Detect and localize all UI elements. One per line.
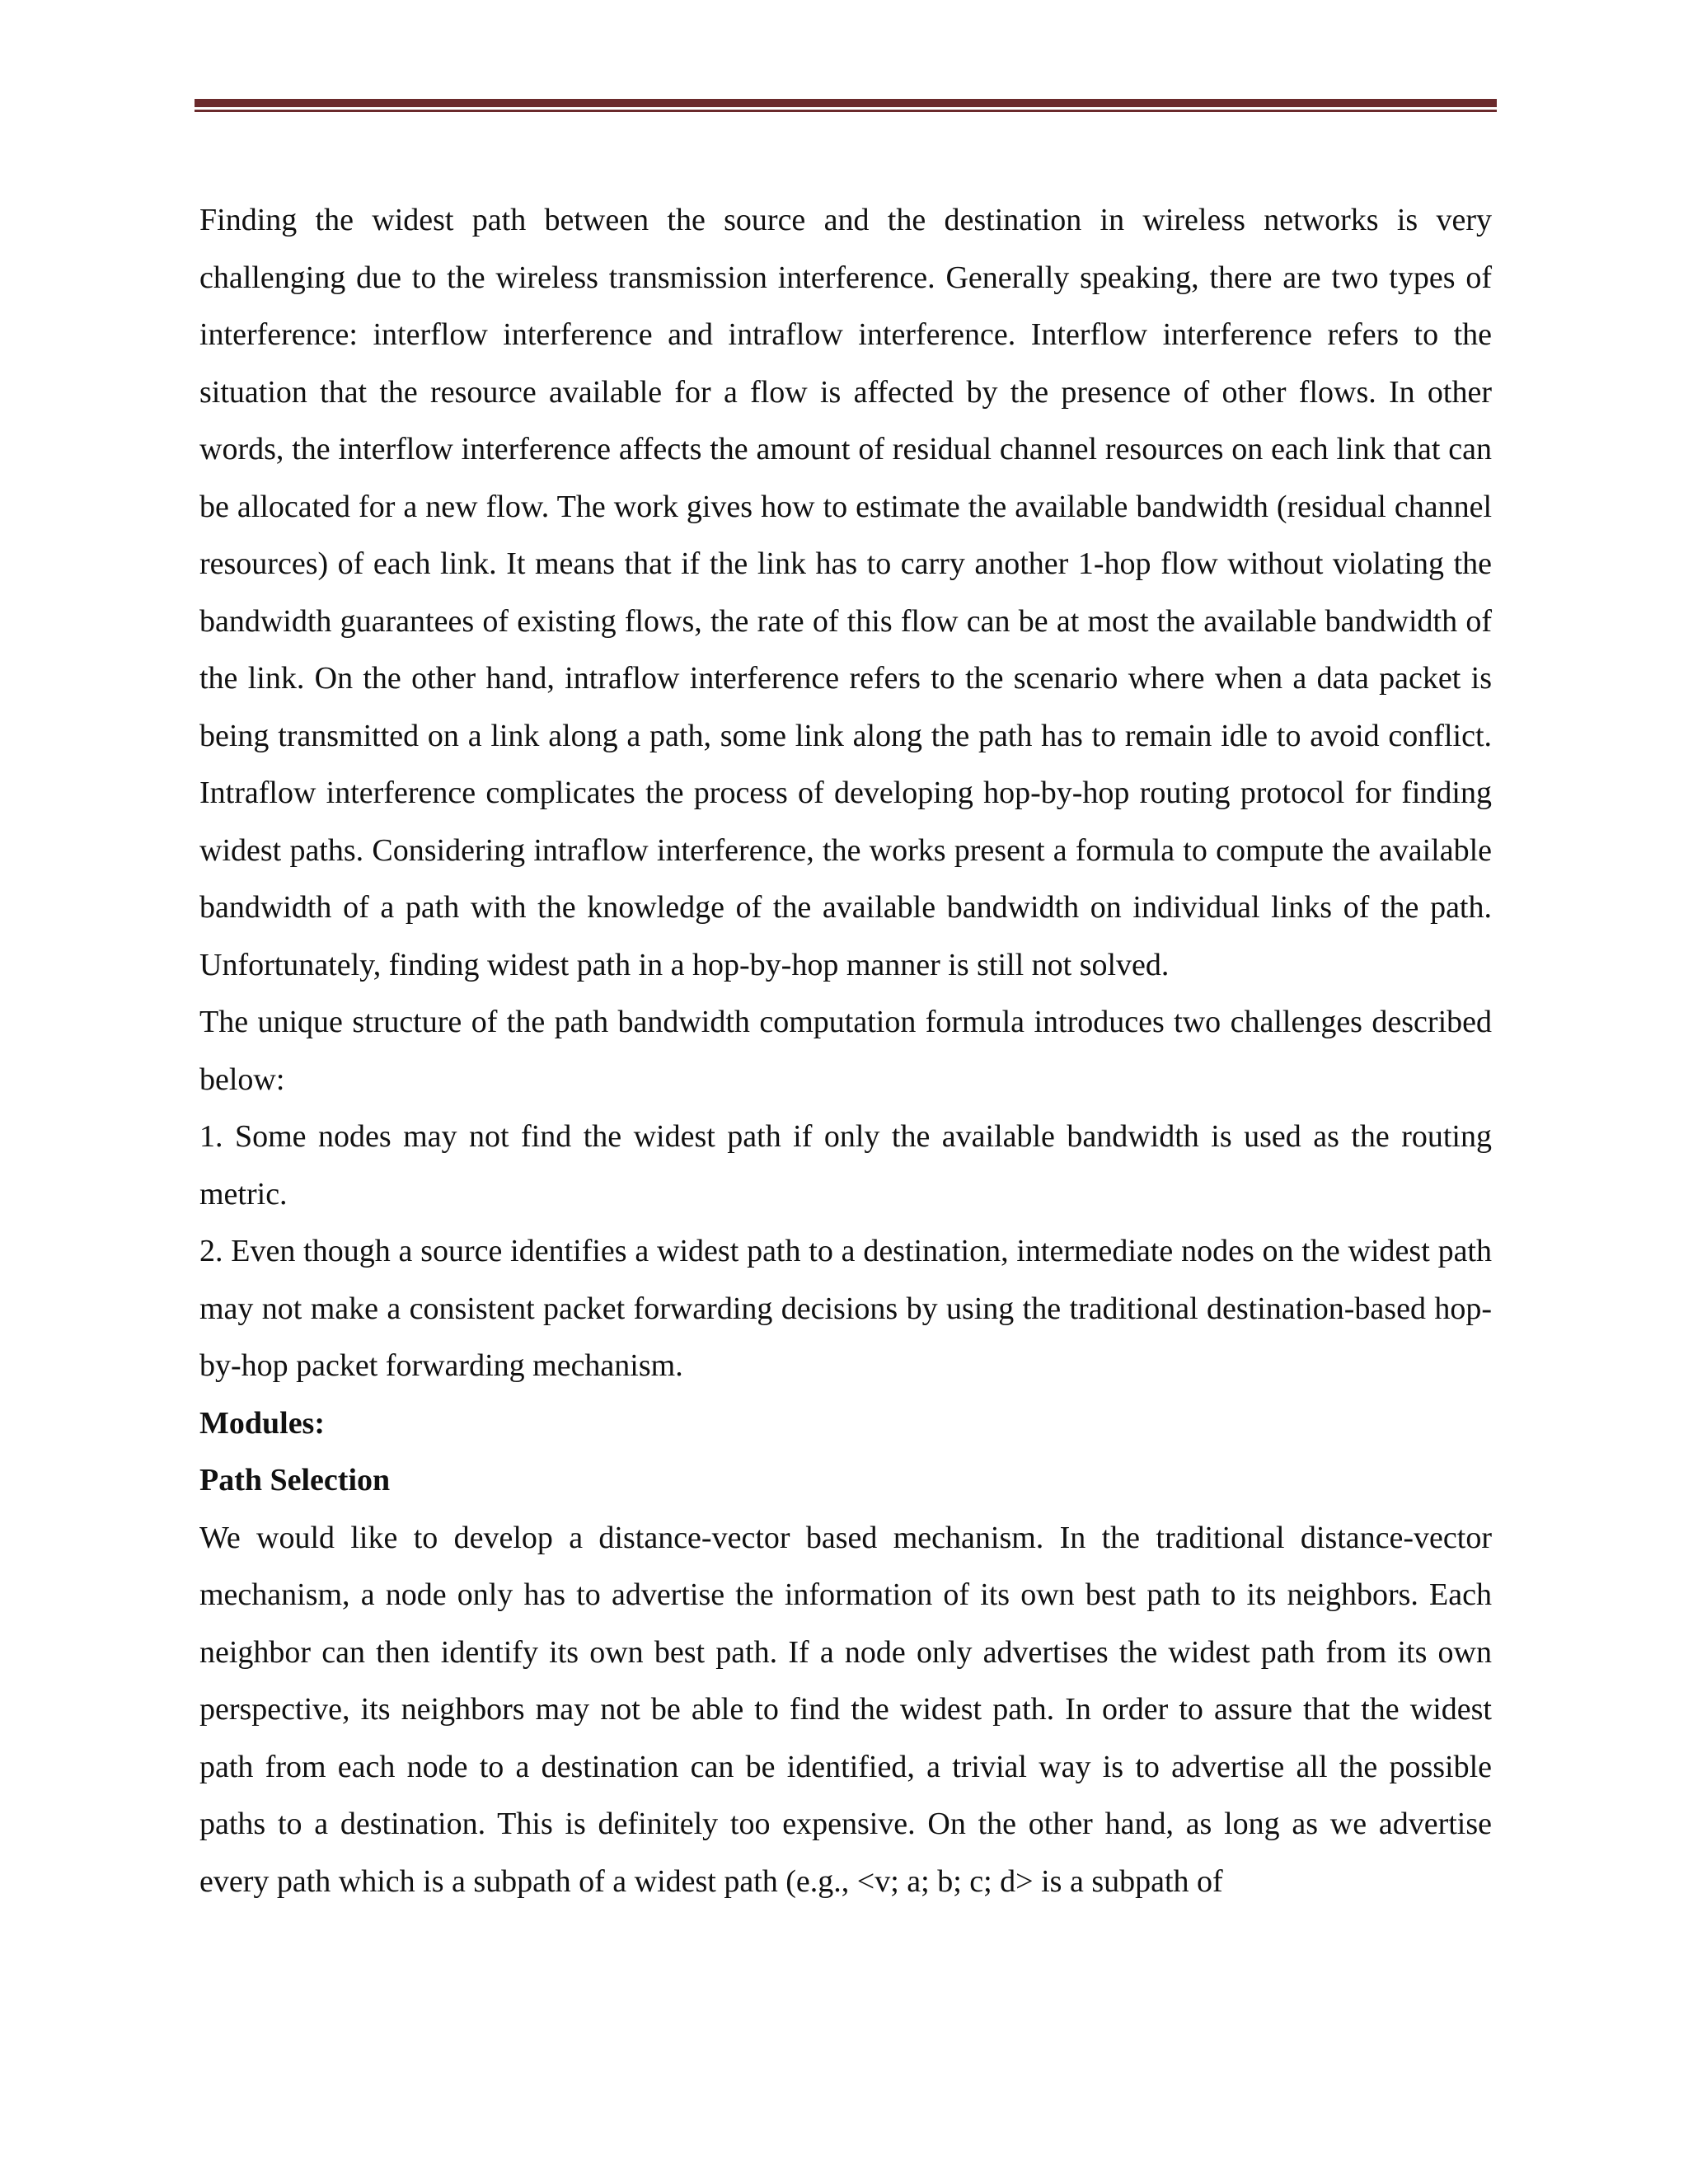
challenge-item-2: 2. Even though a source identifies a widest path to a destination, intermediate nodes on the widest path may not make a consistent packet forwarding decisions by using the traditional destination-based hop-by-hop packet forwarding mechanism. xyxy=(199,1234,1492,1383)
header-rule-thick xyxy=(195,99,1497,107)
header-rule-thin xyxy=(195,110,1497,112)
path-selection-paragraph: We would like to develop a distance-vector based mechanism. In the traditional distance-vector mechanism, a node only has to advertise the information of its own best path to its neighbors. Each neighbor can then identify its own best path. If a node only advertises the widest path from its own perspective, its neighbors may not be able to find the widest path. In order to assure that the widest path from each node to a destination can be identified, a trivial way is to advertise all the possible paths to a destination. This is definitely too expensive. On the other hand, as long as we advertise every path which is a subpath of a widest path (e.g., <v; a; b; c; d> is a subpath of xyxy=(199,1520,1492,1899)
page-body xyxy=(199,192,1492,1910)
modules-heading: Modules: xyxy=(199,1405,325,1441)
header-rule xyxy=(195,99,1497,112)
section-heading: Path Selection xyxy=(199,1463,391,1497)
challenges-paragraph: The unique structure of the path bandwidth computation formula introduces two challenges described below: xyxy=(199,1005,1492,1097)
intro-paragraph: Finding the widest path between the source and the destination in wireless networks is very challenging due to the wireless transmission interference. Generally speaking, there are two types of interference: interflow interference and intraflow interference. Interflow interference refers to the situation that the resource available for a flow is affected by the presence of other flows. In other words, the interflow interference affects the amount of residual channel resources on each link that can be allocated for a new flow. The work gives how to estimate the available bandwidth (residual channel resources) of each link. It means that if the link has to carry another 1-hop flow without violating the bandwidth guarantees of existing flows, the rate of this flow can be at most the available bandwidth of the link. On the other hand, intraflow interference refers to the scenario where when a data packet is being transmitted on a link along a path, some link along the path has to remain idle to avoid conflict. Intraflow interference complicates the process of developing hop-by-hop routing protocol for finding widest paths. Considering intraflow interference, the works present a formula to compute the available bandwidth of a path with the knowledge of the available bandwidth on individual links of the path. Unfortunately, finding widest path in a hop-by-hop manner is still not solved. xyxy=(199,203,1492,982)
challenge-item-1: 1. Some nodes may not find the widest path if only the available bandwidth is used as the routing metric. xyxy=(199,1119,1492,1212)
